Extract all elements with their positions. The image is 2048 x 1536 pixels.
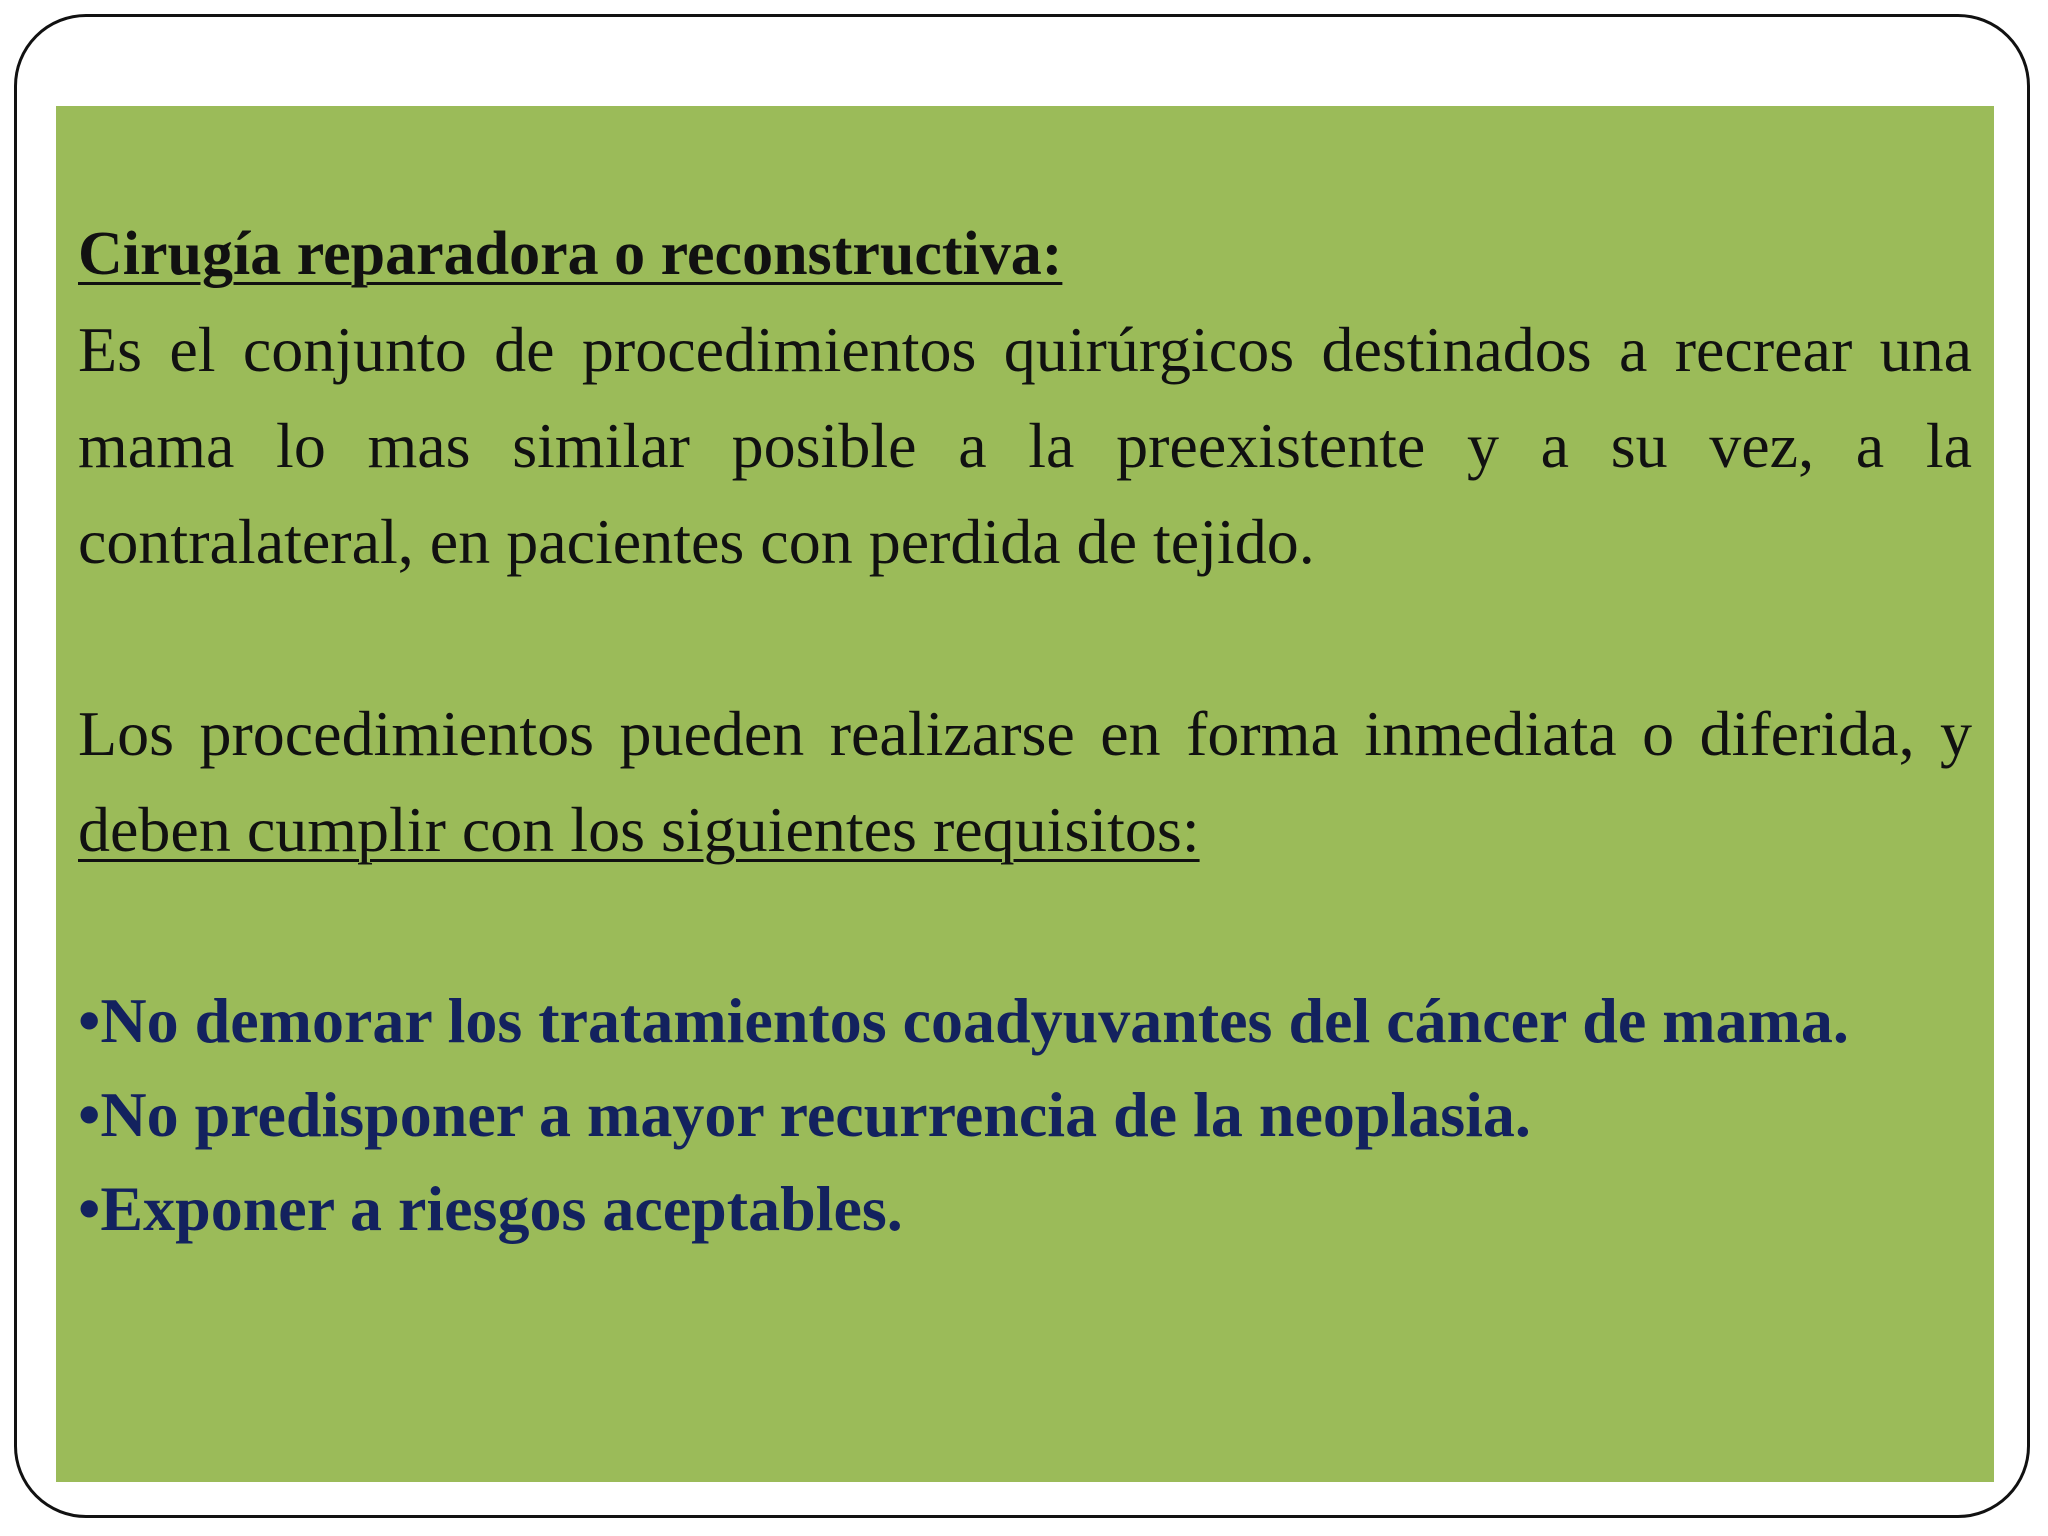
requirement-item: •No demorar los tratamientos coadyuvantes del cáncer de mama. [78,985,1849,1056]
content-panel [56,106,1994,1482]
requirement-item: •Exponer a riesgos aceptables. [78,1173,903,1244]
definition-paragraph: Es el conjunto de procedimientos quirúrgicos destinados a recrear una mama lo mas similar posible a la preexistente y a su vez, a la contralateral, en pacientes con perdida de tejido. [78,314,1972,577]
timing-text: Los procedimientos pueden realizarse en forma inmediata o diferida, y [78,698,1972,769]
timing-paragraph [78,686,1972,878]
requirements-list [78,974,1972,1256]
requirement-item: •No predisponer a mayor recurrencia de la neoplasia. [78,1079,1531,1150]
requirements-intro: deben cumplir con los siguientes requisitos: [78,794,1200,865]
paragraph-spacer [78,590,1972,686]
paragraph-spacer [78,878,1972,974]
slide-heading: Cirugía reparadora o reconstructiva: [78,220,1063,288]
